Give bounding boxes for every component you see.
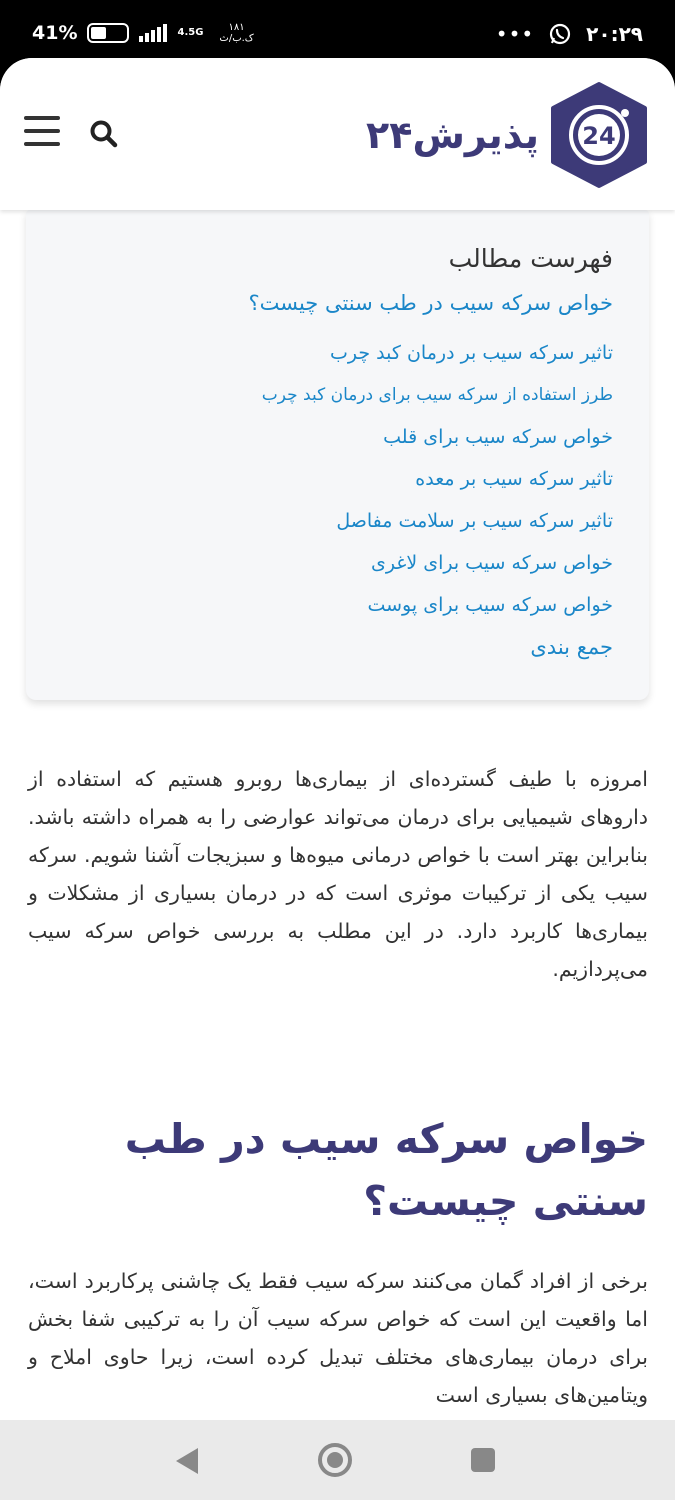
- table-of-contents: [26, 210, 649, 700]
- section-heading: خواص سرکه سیب در طب سنتی چیست؟: [124, 1115, 648, 1225]
- logo-badge-text: 24: [582, 122, 616, 150]
- battery-percent: 41%: [32, 22, 78, 44]
- system-nav-bar: [0, 1420, 675, 1500]
- toc-link[interactable]: جمع بندی: [530, 635, 613, 659]
- logo-badge-icon: [547, 80, 651, 190]
- back-icon[interactable]: [176, 1448, 198, 1474]
- toc-link[interactable]: تاثیر سرکه سیب بر سلامت مفاصل: [336, 510, 613, 532]
- toc-link[interactable]: خواص سرکه سیب در طب سنتی چیست؟: [248, 291, 613, 315]
- status-left: [32, 22, 254, 44]
- intro-paragraph: امروزه با طیف گسترده‌ای از بیماری‌ها روبرو هستیم که استفاده از داروهای شیمیایی برای درمان می‌تواند عوارضی را به همراه داشته باشد. بنابراین بهتر است با خواص درمانی میوه‌ها و سبزیجات آشنا شویم. سرکه سیب یکی از ترکیبات موثری است که در درمان بسیاری از مشکلات و بیماری‌ها کاربرد دارد. در این مطلب به بررسی خواص سرکه سیب می‌پردازیم.: [28, 767, 648, 981]
- clock: ۲۰:۲۹: [586, 22, 643, 46]
- whatsapp-icon: [548, 22, 572, 46]
- site-header: [0, 58, 675, 210]
- web-page: [0, 58, 675, 1420]
- status-bar: [0, 0, 675, 62]
- toc-link[interactable]: خواص سرکه سیب برای قلب: [383, 426, 613, 448]
- more-notifications-icon: •••: [495, 22, 535, 46]
- search-icon[interactable]: [88, 118, 120, 150]
- menu-icon[interactable]: [24, 116, 60, 146]
- battery-icon: [87, 23, 129, 43]
- recent-apps-icon[interactable]: [471, 1448, 495, 1472]
- site-logo[interactable]: [366, 80, 651, 190]
- toc-link[interactable]: تاثیر سرکه سیب بر درمان کبد چرب: [330, 342, 613, 364]
- network-type: 4.5G: [177, 27, 204, 38]
- toc-link[interactable]: خواص سرکه سیب برای لاغری: [371, 552, 613, 574]
- signal-icon: [139, 24, 167, 42]
- logo-text: پذیرش۲۴: [366, 113, 539, 157]
- toc-link[interactable]: تاثیر سرکه سیب بر معده: [415, 468, 613, 490]
- status-right: [496, 22, 643, 46]
- net-speed: ۱۸۱ ک.ب/ث: [219, 22, 254, 44]
- toc-title: فهرست مطالب: [448, 244, 613, 273]
- toc-link[interactable]: طرز استفاده از سرکه سیب برای درمان کبد چرب: [261, 385, 613, 405]
- body-paragraph: برخی از افراد گمان می‌کنند سرکه سیب فقط یک چاشنی پرکاربرد است، اما واقعیت این است که خواص سرکه سیب آن را به ترکیبی شفا بخش برای درمان بیماری‌های مختلف تبدیل کرده است، زیرا حاوی املاح و ویتامین‌های بسیاری است: [28, 1269, 648, 1407]
- toc-list: [26, 290, 613, 660]
- home-icon[interactable]: [318, 1443, 352, 1477]
- toc-link[interactable]: خواص سرکه سیب برای پوست: [367, 594, 613, 616]
